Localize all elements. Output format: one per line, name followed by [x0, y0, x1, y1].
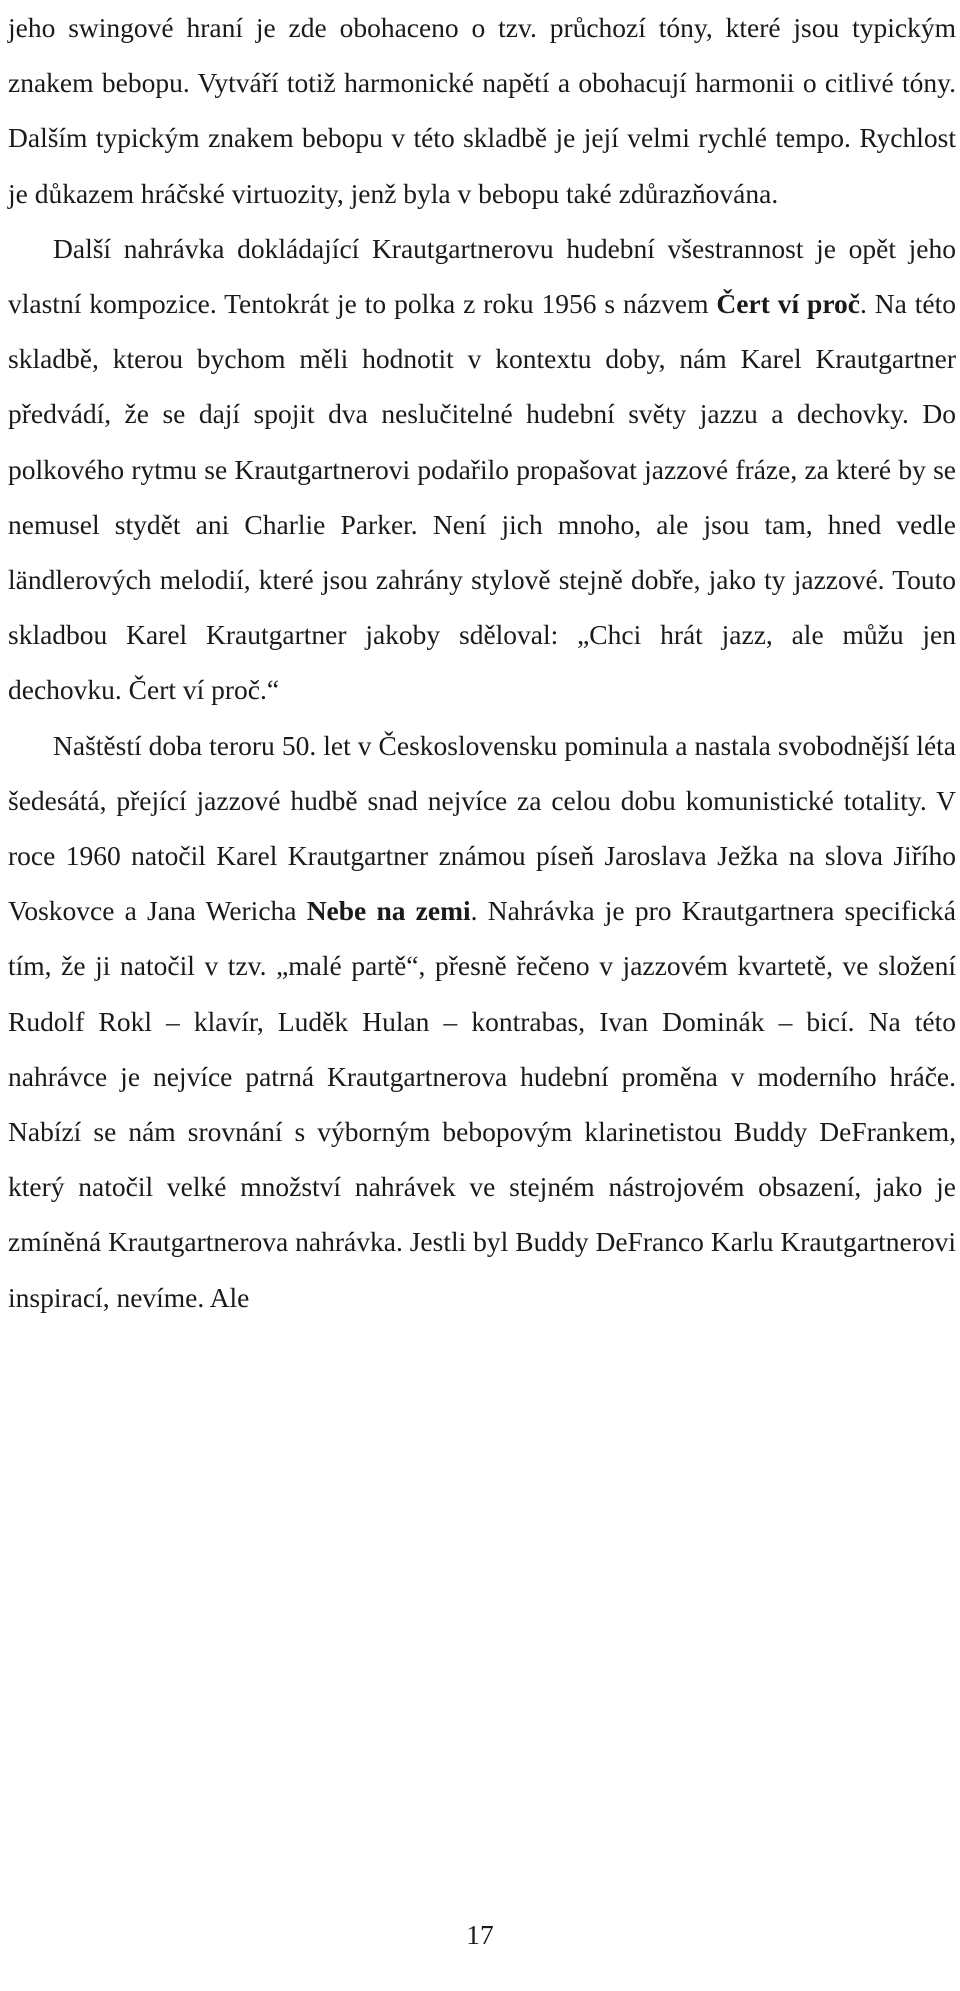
paragraph-2-text-before: Další nahrávka dokládající Krautgartnerovu hudební všestrannost je opět jeho vlastní kompozice. Tentokrát je to polka z roku 1956 s názvem: [8, 232, 956, 320]
paragraph-3: [8, 718, 956, 1325]
paragraph-3-text-before: Naštěstí doba teroru 50. let v Československu pominula a nastala svobodnější léta šedesátá, přející jazzové hudbě snad nejvíce za celou dobu komunistické totality. V roce 1960 natočil Karel Krautgartner známou píseň Jaroslava Ježka na slova Jiřího Voskovce a Jana Wericha: [8, 729, 956, 927]
paragraph-2: [8, 221, 956, 718]
body-text: [8, 0, 956, 1325]
song-title-cert-vi-proc: Čert ví proč: [716, 288, 861, 320]
song-title-nebe-na-zemi: Nebe na zemi: [306, 895, 471, 927]
paragraph-2-text-after: . Na této skladbě, kterou bychom měli hodnotit v kontextu doby, nám Karel Krautgartner předvádí, že se dají spojit dva neslučitelné hudební světy jazzu a dechovky. Do polkového rytmu se Krautgartnerovi podařilo propašovat jazzové fráze, za které by se nemusel stydět ani Charlie Parker. Není jich mnoho, ale jsou tam, hned vedle ländlerových melodií, které jsou zahrány stylově stejně dobře, jako ty jazzové. Touto skladbou Karel Krautgartner jakoby sděloval: „Chci hrát jazz, ale můžu jen dechovku. Čert ví proč.“: [8, 288, 956, 706]
page-number: 17: [466, 1919, 494, 1950]
paragraph-1: jeho swingové hraní je zde obohaceno o tzv. průchozí tóny, které jsou typickým znakem bebopu. Vytváří totiž harmonické napětí a obohacují harmonii o citlivé tóny. Dalším typickým znakem bebopu v této skladbě je její velmi rychlé tempo. Rychlost je důkazem hráčské virtuozity, jenž byla v bebopu také zdůrazňována.: [8, 12, 956, 209]
paragraph-3-text-after: . Nahrávka je pro Krautgartnera specifická tím, že ji natočil v tzv. „malé partě“, přesně řečeno v jazzovém kvartetě, ve složení Rudolf Rokl – klavír, Luděk Hulan – kontrabas, Ivan Dominák – bicí. Na této nahrávce je nejvíce patrná Krautgartnerova hudební proměna v moderního hráče. Nabízí se nám srovnání s výborným bebopovým klarinetistou Buddy DeFrankem, který natočil velké množství nahrávek ve stejném nástrojovém obsazení, jako je zmíněná Krautgartnerova nahrávka. Jestli byl Buddy DeFranco Karlu Krautgartnerovi inspirací, nevíme. Ale: [8, 895, 956, 1313]
